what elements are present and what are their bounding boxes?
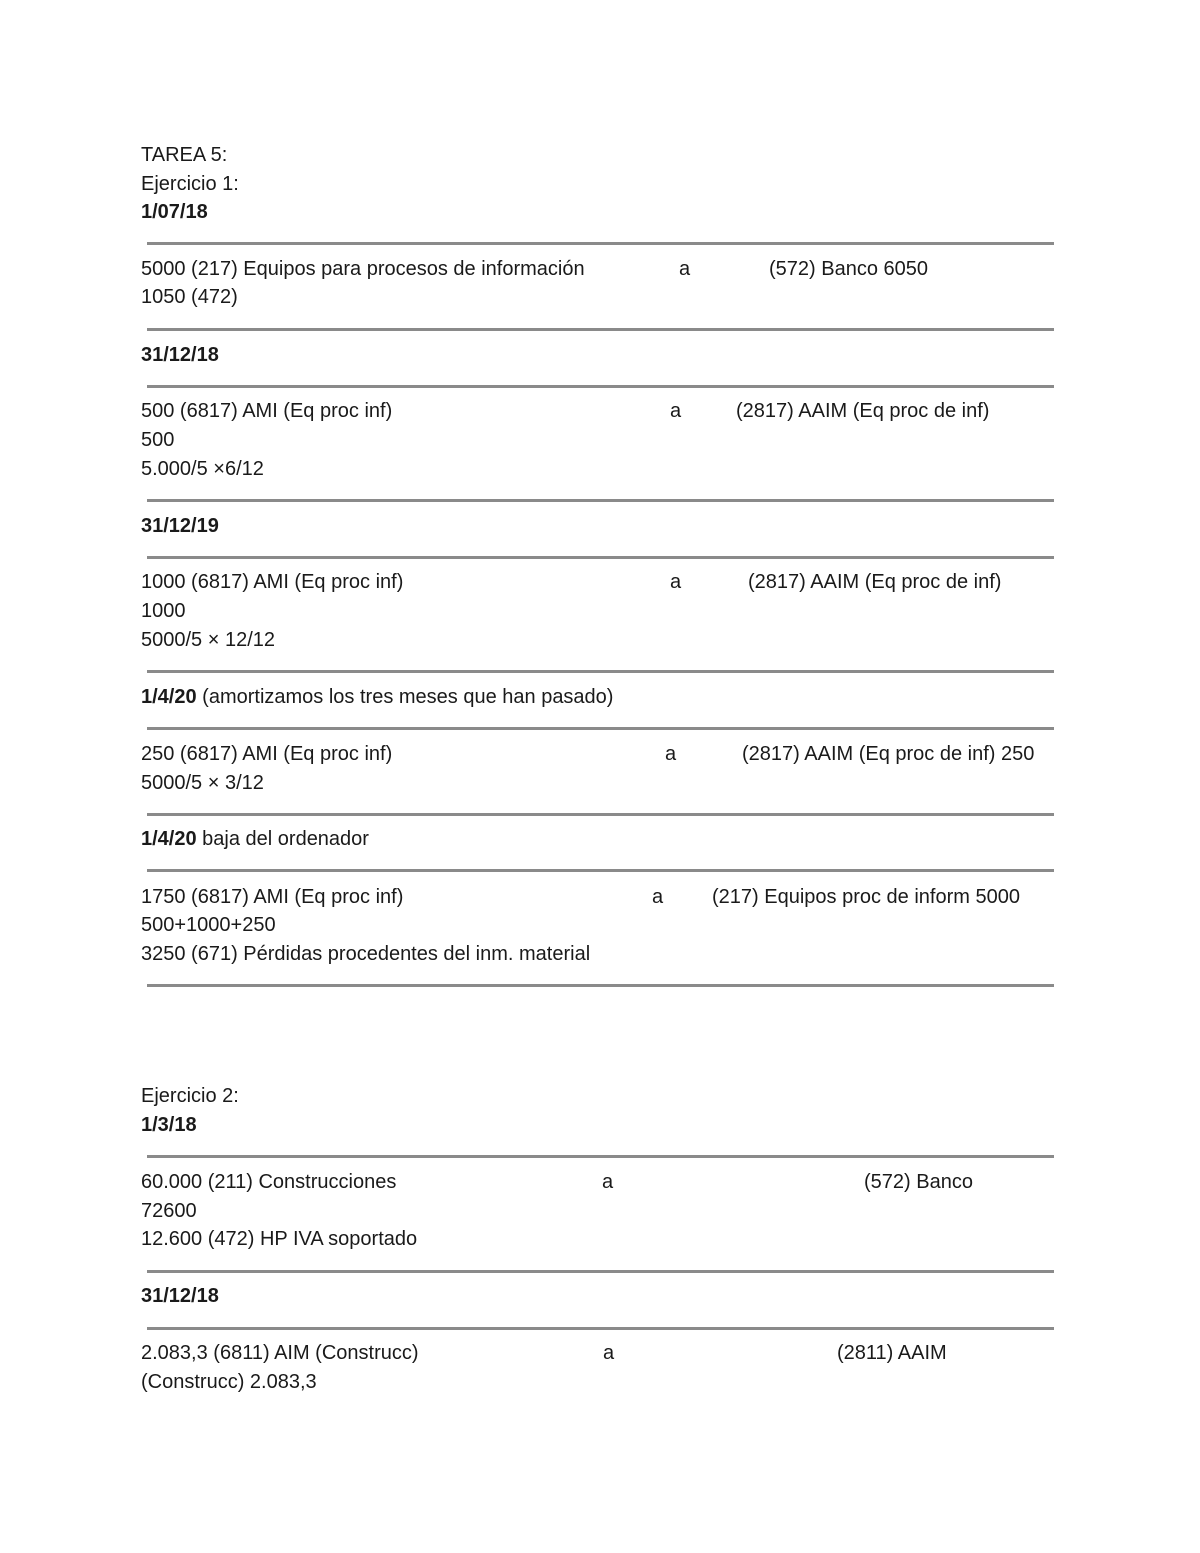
exercise-1-heading: Ejercicio 1: [141, 173, 239, 195]
entry-separator: a [603, 1342, 615, 1364]
divider [147, 556, 1054, 559]
debit-line: 12.600 (472) HP IVA soportado [141, 1228, 418, 1250]
divider [147, 984, 1054, 987]
entry-separator: a [602, 1171, 614, 1193]
exercise-2-heading: Ejercicio 2: [141, 1085, 239, 1107]
entry-date-row [141, 827, 369, 851]
amount-line: 1000 [141, 600, 186, 622]
debit-line: 500 (6817) AMI (Eq proc inf) [141, 400, 393, 422]
debit-line: 3250 (671) Pérdidas procedentes del inm. material [141, 943, 591, 965]
entry-date: 31/12/18 [141, 344, 219, 366]
amount-line: 72600 [141, 1200, 197, 1222]
divider [147, 813, 1054, 816]
calculation-line: 5000/5 × 3/12 [141, 772, 264, 794]
calculation-line: 5000/5 × 12/12 [141, 629, 276, 651]
credit-line: (572) Banco [864, 1171, 973, 1193]
divider [147, 242, 1054, 245]
entry-date: 1/4/20 [141, 686, 197, 708]
debit-line: 1000 (6817) AMI (Eq proc inf) [141, 571, 404, 593]
entry-separator: a [679, 258, 691, 280]
divider [147, 1155, 1054, 1158]
debit-line: 60.000 (211) Construcciones [141, 1171, 397, 1193]
divider [147, 1270, 1054, 1273]
calculation-line: 5.000/5 ×6/12 [141, 458, 264, 480]
credit-line: (2817) AAIM (Eq proc de inf) [736, 400, 990, 422]
debit-line: 2.083,3 (6811) AIM (Construcc) [141, 1342, 419, 1364]
debit-line: 5000 (217) Equipos para procesos de información [141, 258, 585, 280]
debit-line: 250 (6817) AMI (Eq proc inf) [141, 743, 393, 765]
divider [147, 670, 1054, 673]
entry-date: 1/07/18 [141, 201, 208, 223]
calculation-line: 500+1000+250 [141, 914, 276, 936]
divider [147, 499, 1054, 502]
entry-separator: a [665, 743, 677, 765]
divider [147, 328, 1054, 331]
credit-line: (2817) AAIM (Eq proc de inf) 250 [742, 743, 1035, 765]
entry-separator: a [670, 400, 682, 422]
amount-line: 500 [141, 429, 175, 451]
credit-line: (2817) AAIM (Eq proc de inf) [748, 571, 1002, 593]
divider [147, 727, 1054, 730]
entry-date: 1/4/20 [141, 828, 197, 850]
divider [147, 1327, 1054, 1330]
entry-note: (amortizamos los tres meses que han pasado) [196, 686, 614, 708]
entry-date: 31/12/19 [141, 515, 219, 537]
divider [147, 869, 1054, 872]
credit-line: (217) Equipos proc de inform 5000 [712, 886, 1020, 908]
entry-date: 1/3/18 [141, 1114, 197, 1136]
entry-date-row [141, 685, 613, 709]
debit-line: 1050 (472) [141, 286, 238, 308]
credit-line: (572) Banco 6050 [769, 258, 929, 280]
credit-line: (2811) AAIM [837, 1342, 947, 1364]
entry-separator: a [652, 886, 664, 908]
credit-line: (Construcc) 2.083,3 [141, 1371, 317, 1393]
debit-line: 1750 (6817) AMI (Eq proc inf) [141, 886, 404, 908]
entry-note: baja del ordenador [196, 828, 369, 850]
document-title: TAREA 5: [141, 144, 228, 166]
divider [147, 385, 1054, 388]
entry-separator: a [670, 571, 682, 593]
entry-date: 31/12/18 [141, 1285, 219, 1307]
